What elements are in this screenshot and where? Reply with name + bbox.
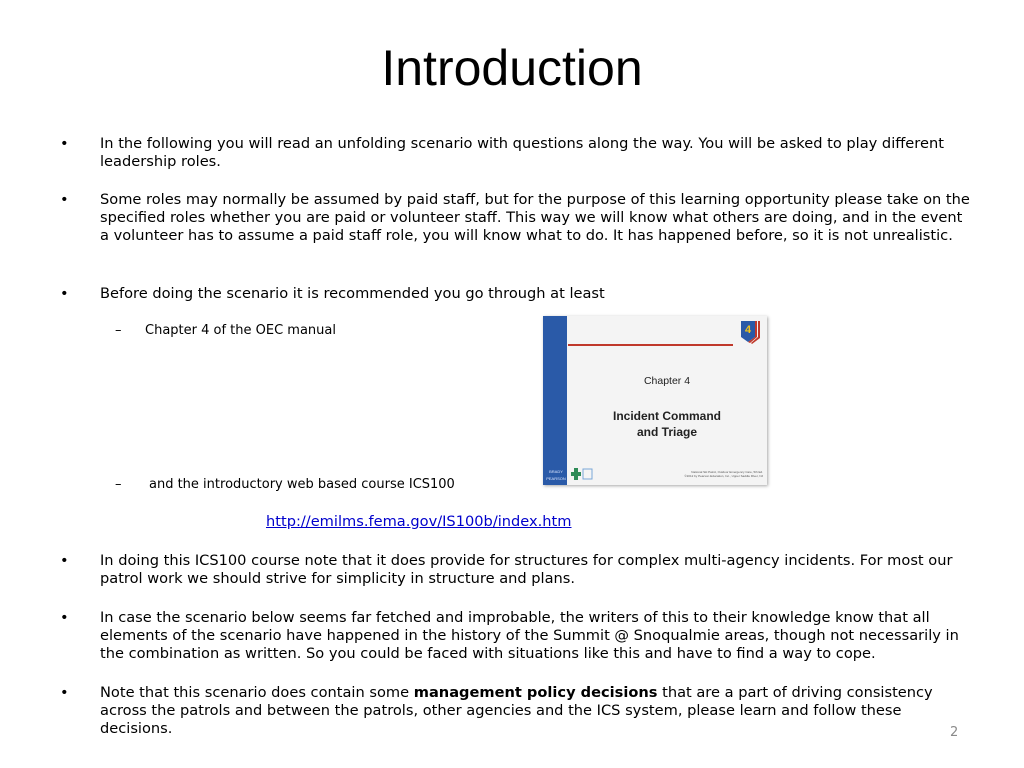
bullet-text-5: In case the scenario below seems far fetched and improbable, the writers of this to their knowledge know that all elements of the scenario have happened in the history of the Summit @ Snoqualmie areas, though not necessarily in the combination as written. So you could be faced with situations like this and have to find a way to cope. <box>100 609 959 662</box>
bullet-text-3: Before doing the scenario it is recommended you go through at least <box>100 285 605 302</box>
bullet-marker: • <box>60 135 69 152</box>
ics100-course-link[interactable]: http://emilms.fema.gov/IS100b/index.htm <box>266 513 572 530</box>
bullet-marker: • <box>60 684 69 701</box>
cover-brand-pearson: PEARSON <box>546 476 566 481</box>
cover-title-line-1: Incident Command <box>612 409 721 423</box>
chapter-badge-icon <box>739 319 763 344</box>
bullet-text-6 <box>100 684 970 738</box>
page-number: 2 <box>950 725 959 740</box>
slide-title: Introduction <box>381 40 643 96</box>
sub-item-ics100: and the introductory web based course ICS100 <box>149 477 455 492</box>
bullet-text-4: In doing this ICS100 course note that it does provide for structures for complex multi-agency incidents. For most our patrol work we should strive for simplicity in structure and plans. <box>100 552 953 587</box>
cover-credit <box>653 470 763 478</box>
cover-brand-brady: BRADY <box>549 469 563 474</box>
bullet-6-text-after: that are a part of driving consistency across the patrols and between the patrols, other agencies and the ICS system, please learn and follow these decisions. <box>100 684 933 737</box>
bullet-marker: • <box>60 552 69 569</box>
cover-spine <box>543 316 567 485</box>
cover-chapter-label: Chapter 4 <box>643 375 691 387</box>
bullet-marker: • <box>60 285 69 302</box>
cover-title <box>567 408 767 440</box>
management-policy-decisions-emphasis: management policy decisions <box>413 684 658 701</box>
bullet-marker: • <box>60 191 69 208</box>
cover-credit-line-2: ©2012 by Pearson Education, Inc., Upper Saddle River, NJ <box>684 474 763 478</box>
bullet-6-text-before: Note that this scenario does contain some <box>100 684 414 701</box>
bullet-text-1: In the following you will read an unfolding scenario with questions along the way. You will be asked to play different leadership roles. <box>100 135 944 170</box>
badge-number: 4 <box>744 324 752 336</box>
cover-rule <box>568 344 733 346</box>
bullet-text-2: Some roles may normally be assumed by paid staff, but for the purpose of this learning opportunity please take on the specified roles whether you are paid or volunteer staff. This way we will know what others are doing, and in the event a volunteer has to assume a paid staff role, you will know what to do. It has happened before, so it is not unrealistic. <box>100 191 970 244</box>
dash-marker: – <box>115 323 122 338</box>
sub-item-oec-manual: Chapter 4 of the OEC manual <box>145 323 336 338</box>
bullet-marker: • <box>60 609 69 626</box>
cover-title-line-2: and Triage <box>636 425 698 439</box>
cover-credit-line-1: National Ski Patrol, Outdoor Emergency Care, 5th Ed. <box>691 470 763 474</box>
dash-marker: – <box>115 477 122 492</box>
oec-chapter-cover-image <box>543 316 767 485</box>
ski-patrol-cross-logo-icon <box>571 468 593 480</box>
